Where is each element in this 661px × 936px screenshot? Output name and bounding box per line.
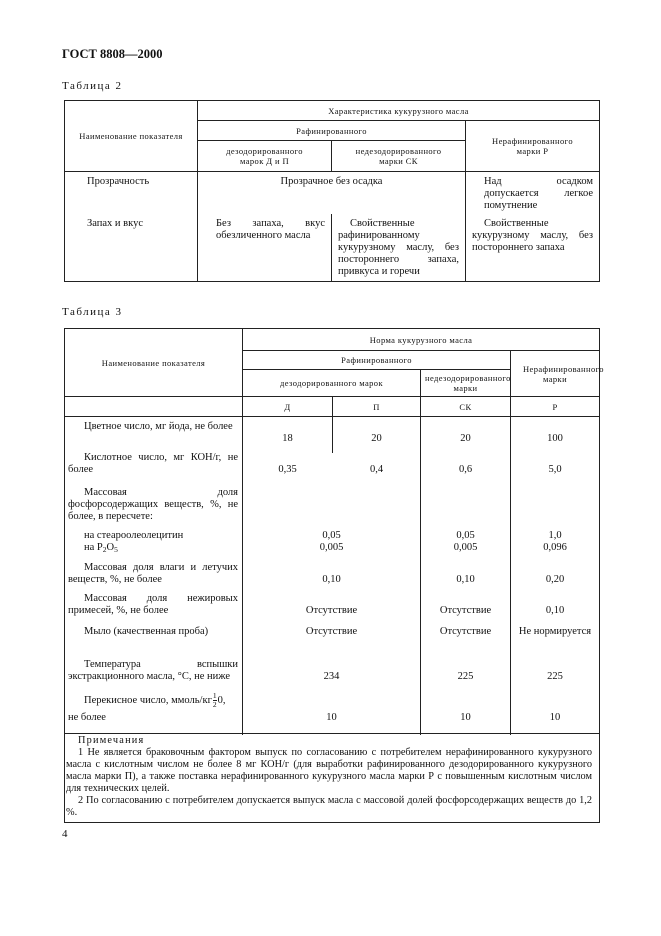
t2-header-name: Наименование показателя [65, 101, 198, 172]
t3-cell: 1,0 [548, 530, 562, 541]
t3-row-nonfat-name: Массовая доля нежировых примесей, %, не более [68, 593, 238, 616]
t3-cell: Отсутствие [305, 626, 358, 637]
t3-cell: 20 [460, 433, 471, 444]
t2-row-name: Запах и вкус [65, 214, 198, 282]
t2-cell: Свойственные рафинированному кукурузному маслу, без постороннего запаха, привкуса и горечи [332, 214, 466, 282]
t3-cell: 0,6 [458, 464, 473, 475]
notes-title: Примечания [78, 735, 145, 746]
document-header: ГОСТ 8808—2000 [62, 47, 163, 61]
t3-cell: 10 [326, 712, 337, 723]
t3-grade-sk: СК [421, 397, 511, 417]
t3-row-flash-name: Температура вспышки экстракционного масла, °С, не ниже [68, 659, 238, 682]
t3-grade-d: Д [243, 397, 333, 417]
t3-cell: 0,10 [456, 574, 475, 585]
t3-cell: Не нормируется [518, 626, 592, 637]
t3-header-unrefined: Нерафинированного марки [511, 351, 600, 397]
t2-cell: Над осадком допускается легкое помутнение [466, 172, 600, 214]
t3-cell: 225 [547, 671, 563, 682]
t3-header-nondeodorized: недезодорированного марки [421, 370, 511, 397]
t3-row-color-name: Цветное число, мг йода, не более [84, 421, 233, 432]
t3-cell: 0,05 [456, 530, 475, 541]
t3-cell: 234 [323, 671, 340, 682]
t3-cell: 20 [371, 433, 382, 444]
t3-row-soap-name: Мыло (качественная проба) [84, 626, 209, 637]
t3-cell: 10 [549, 712, 561, 723]
t2-cell: Свойственные кукурузному маслу, без постороннего запаха [466, 214, 600, 282]
table3-caption: Таблица 3 [62, 306, 123, 318]
note-1: 1 Не является браковочным фактором выпуск по согласованию с потребителем нерафинированного кукурузного масла с кислотным числом не более 8 мг КОН/г (для выработки рафинированного дезодорированного кукурузного масла марки П), а также поставка нерафинированного кукурузного масла марки Р с повышенным кислотным числом для технических целей. [66, 747, 592, 794]
t3-cell: Отсутствие [439, 626, 492, 637]
t3-cell: 10 [460, 712, 471, 723]
t3-row-acid-name: Кислотное число, мг КОН/г, не более [68, 452, 238, 475]
page-number: 4 [62, 828, 68, 840]
t3-cell: 100 [547, 433, 563, 444]
t2-header-unrefined: Нерафинированного марки Р [466, 121, 600, 172]
t3-row-perox-name: Перекисное число, ммоль/кг $\frac{1}{2}$ 0, [84, 691, 226, 709]
t3-header-norm: Норма кукурузного масла [243, 329, 600, 351]
t3-row-stear-name: на стеароолеолецитин [84, 530, 184, 541]
t3-row-moist-name: Массовая доля влаги и летучих веществ, %, не более [68, 562, 238, 585]
t3-grade-r: Р [511, 397, 600, 417]
t3-cell: 0,005 [453, 542, 478, 553]
t3-cell: 0,005 [319, 542, 344, 553]
t3-cell: Отсутствие [305, 605, 358, 616]
t3-cell: 5,0 [548, 464, 562, 475]
t3-cell: 18 [282, 433, 293, 444]
t3-header-name: Наименование показателя [65, 329, 243, 397]
t3-cell: Отсутствие [439, 605, 492, 616]
t3-cell: 225 [457, 671, 474, 682]
t2-header-refined: Рафинированного [198, 121, 466, 141]
t2-header-deodorized: дезодорированного марок Д и П [198, 141, 332, 172]
t2-row-name: Прозрачность [65, 172, 198, 214]
t3-row-phos-name: Массовая доля фосфорсодержащих веществ, %, не более, в пересчете: [68, 487, 238, 522]
t2-cell: Прозрачное без осадка [198, 172, 466, 214]
t3-cell: 0,05 [322, 530, 341, 541]
t3-row-p2o5-name: на $Р_2О_5$ [84, 542, 118, 554]
t3-cell: 0,10 [322, 574, 341, 585]
t2-header-nondeodorized: недезодорированного марки СК [332, 141, 466, 172]
notes [66, 735, 592, 819]
t3-cell: 0,10 [545, 605, 565, 616]
table2-caption: Таблица 2 [62, 80, 123, 92]
fraction-one-half: $\frac{1}{2}$ [212, 691, 217, 709]
t3-cell: 0,4 [369, 464, 384, 475]
t3-header-refined: Рафинированного [243, 351, 511, 370]
t3-header-deodorized: дезодорированного марок [243, 370, 421, 397]
t3-grade-p: П [333, 397, 421, 417]
t3-cell: 0,096 [543, 542, 567, 553]
t3-cell: 0,20 [545, 574, 565, 585]
note-2: 2 По согласованию с потребителем допускается выпуск масла с массовой долей фосфорсодержащих веществ до 1,2 %. [66, 795, 592, 818]
t2-cell: Без запаха, вкус обезличенного масла [198, 214, 332, 282]
t3-row-perox-name-cont: не более [68, 712, 106, 723]
t2-header-characteristic: Характеристика кукурузного масла [198, 101, 600, 121]
t3-cell: 0,35 [278, 464, 297, 475]
table2 [64, 100, 600, 282]
